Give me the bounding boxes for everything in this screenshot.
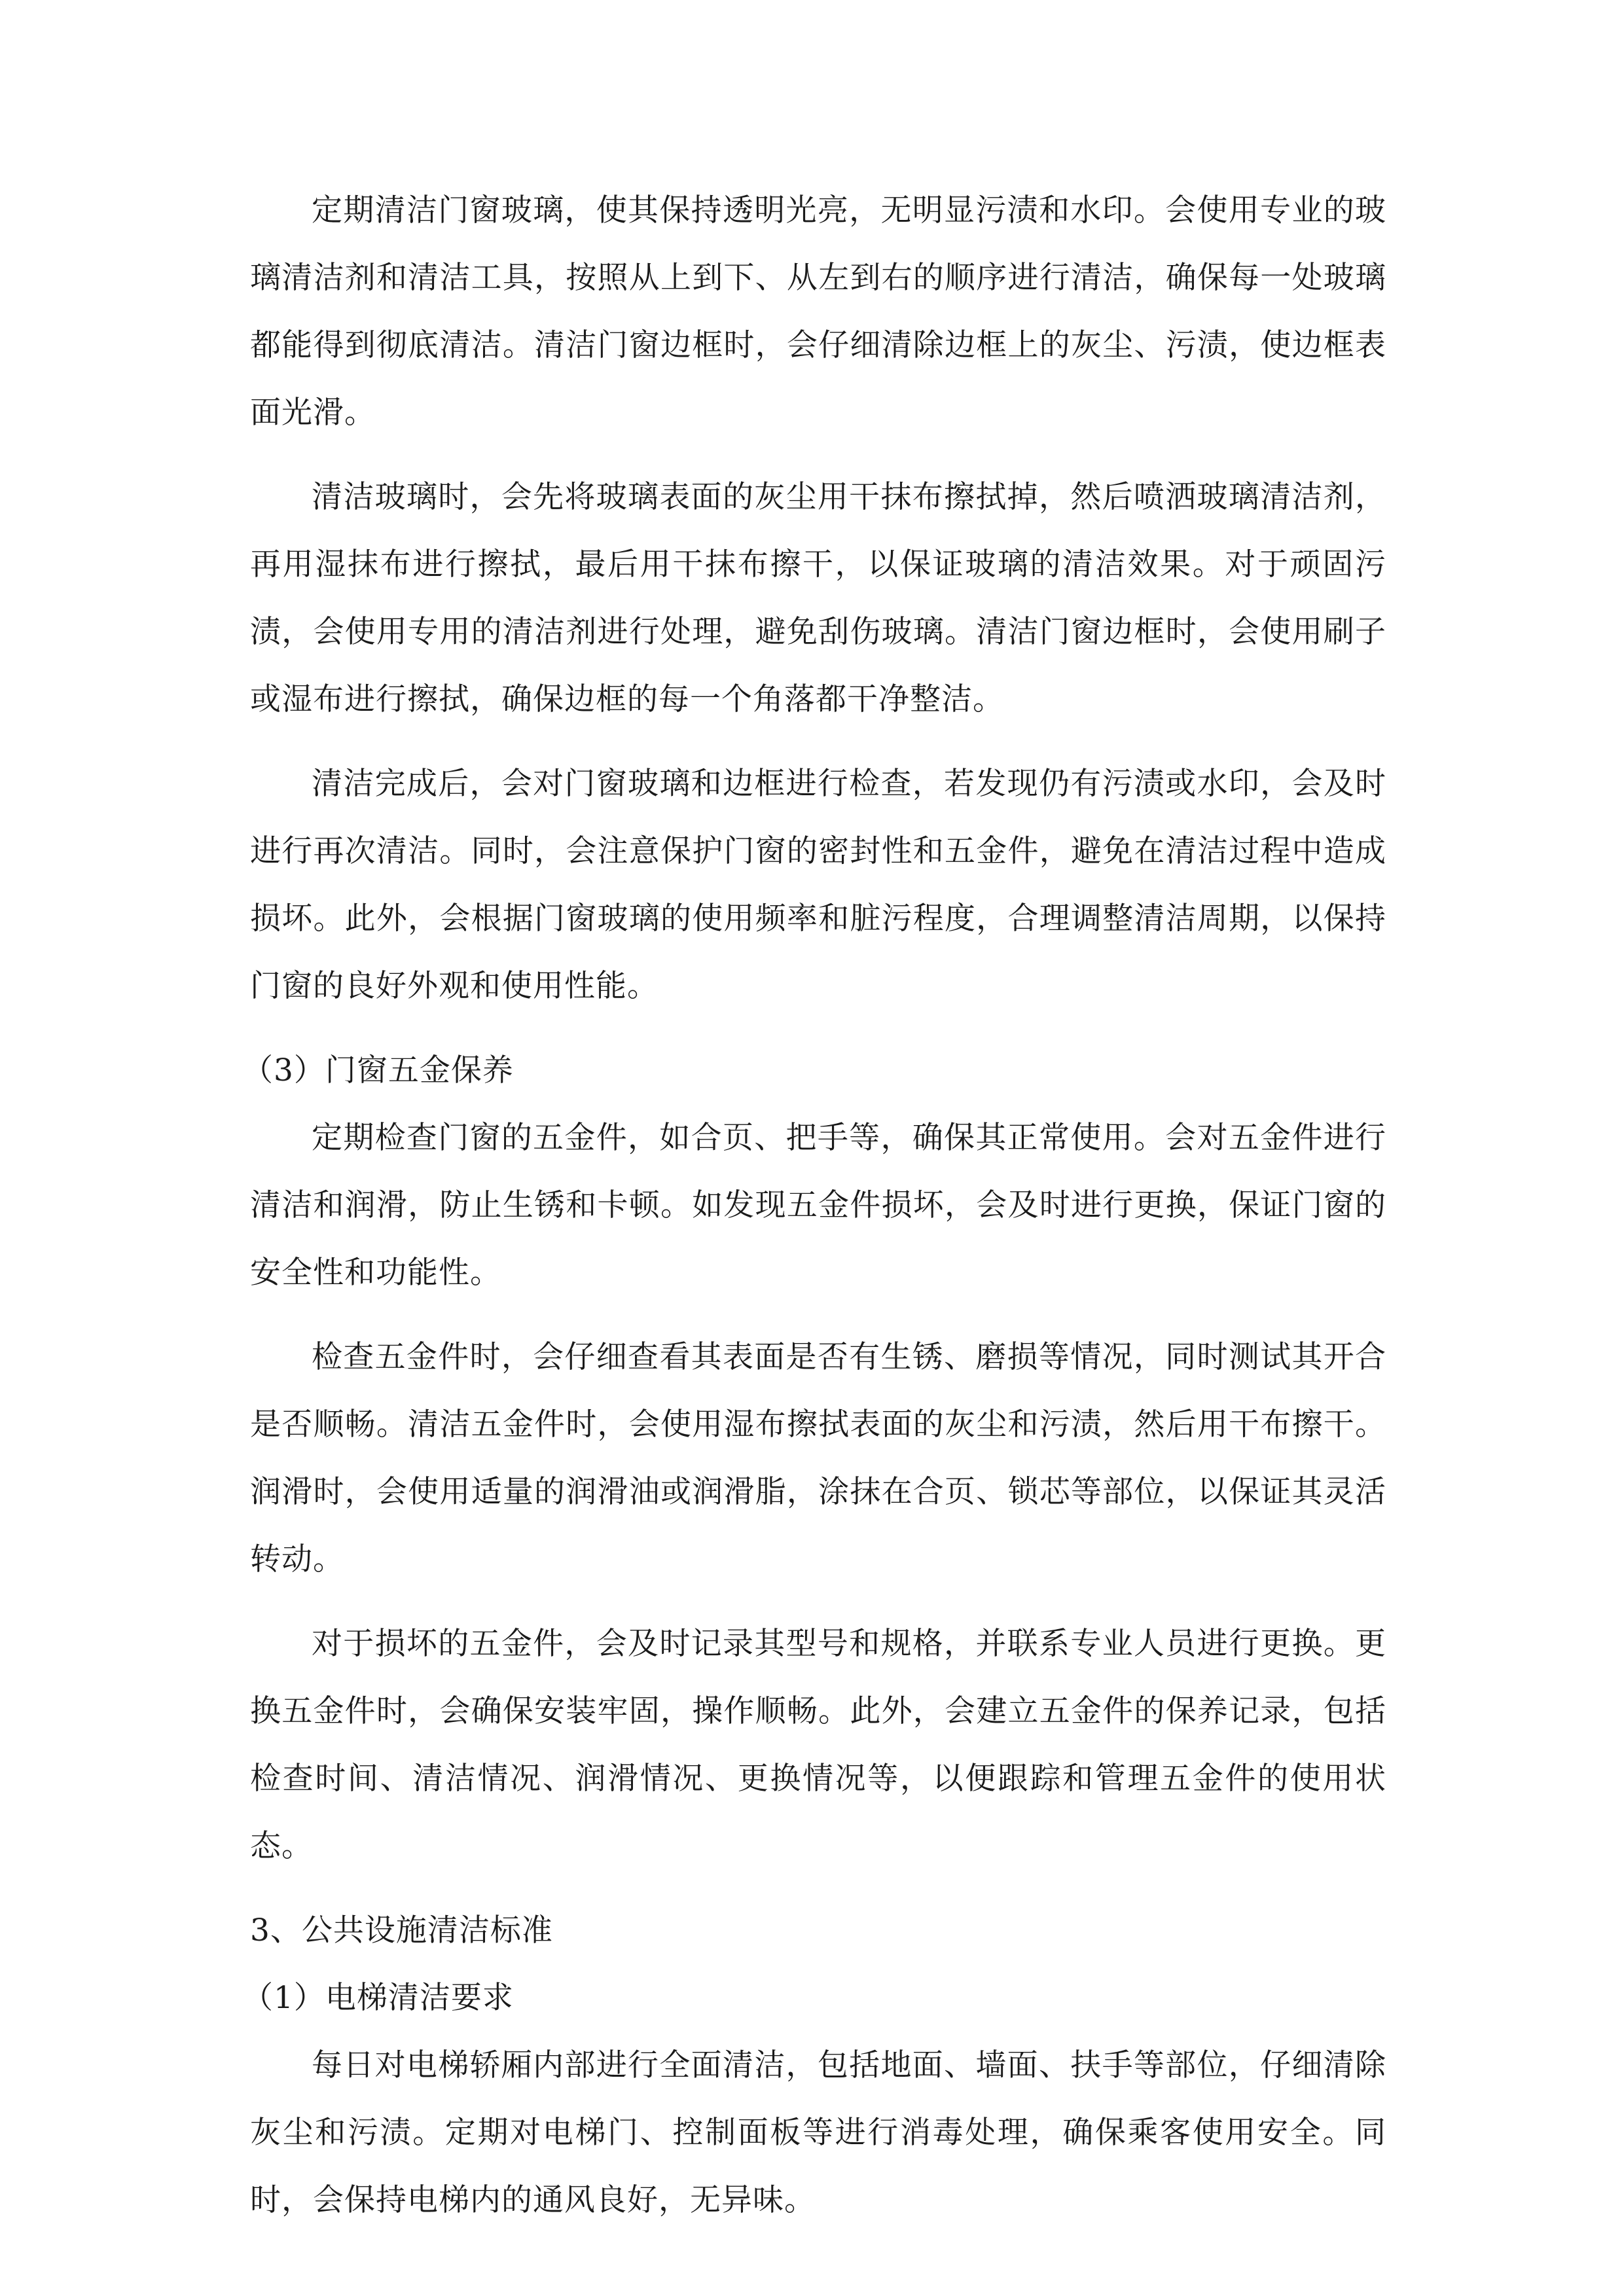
paragraph-hardware-lubrication: 检查五金件时，会仔细查看其表面是否有生锈、磨损等情况，同时测试其开合是否顺畅。清洁五金件时，会使用湿布擦拭表面的灰尘和污渍，然后用干布擦干。润滑时，会使用适量的润滑油或润滑脂，涂抹在合页、锁芯等部位，以保证其灵活转动。 <box>250 1339 1386 1577</box>
paragraph-hardware-replacement: 对于损坏的五金件，会及时记录其型号和规格，并联系专业人员进行更换。更换五金件时，会确保安装牢固，操作顺畅。此外，会建立五金件的保养记录，包括检查时间、清洁情况、润滑情况、更换情况等，以便跟踪和管理五金件的使用状态。 <box>250 1626 1386 1864</box>
heading-elevator-cleaning: （1）电梯清洁要求 <box>242 1980 514 2016</box>
document-page <box>242 177 1386 2251</box>
paragraph-elevator-cleaning: 每日对电梯轿厢内部进行全面清洁，包括地面、墙面、扶手等部位，仔细清除灰尘和污渍。定期对电梯门、控制面板等进行消毒处理，确保乘客使用安全。同时，会保持电梯内的通风良好，无异味。 <box>250 2047 1386 2218</box>
paragraph-hardware-check: 定期检查门窗的五金件，如合页、把手等，确保其正常使用。会对五金件进行清洁和润滑，防止生锈和卡顿。如发现五金件损坏，会及时进行更换，保证门窗的安全性和功能性。 <box>250 1120 1386 1291</box>
paragraph-cleaning-inspection: 清洁完成后，会对门窗玻璃和边框进行检查，若发现仍有污渍或水印，会及时进行再次清洁。同时，会注意保护门窗的密封性和五金件，避免在清洁过程中造成损坏。此外，会根据门窗玻璃的使用频率和脏污程度，合理调整清洁周期，以保持门窗的良好外观和使用性能。 <box>250 766 1386 1004</box>
heading-hardware-maintenance: （3）门窗五金保养 <box>242 1052 514 1088</box>
paragraph-glass-cleaning-steps: 清洁玻璃时，会先将玻璃表面的灰尘用干抹布擦拭掉，然后喷洒玻璃清洁剂，再用湿抹布进行擦拭，最后用干抹布擦干，以保证玻璃的清洁效果。对于顽固污渍，会使用专用的清洁剂进行处理，避免刮伤玻璃。清洁门窗边框时，会使用刷子或湿布进行擦拭，确保边框的每一个角落都干净整洁。 <box>250 479 1386 717</box>
heading-public-facilities: 3、公共设施清洁标准 <box>250 1912 553 1948</box>
paragraph-window-glass-cleaning: 定期清洁门窗玻璃，使其保持透明光亮，无明显污渍和水印。会使用专业的玻璃清洁剂和清洁工具，按照从上到下、从左到右的顺序进行清洁，确保每一处玻璃都能得到彻底清洁。清洁门窗边框时，会仔细清除边框上的灰尘、污渍，使边框表面光滑。 <box>250 192 1386 431</box>
